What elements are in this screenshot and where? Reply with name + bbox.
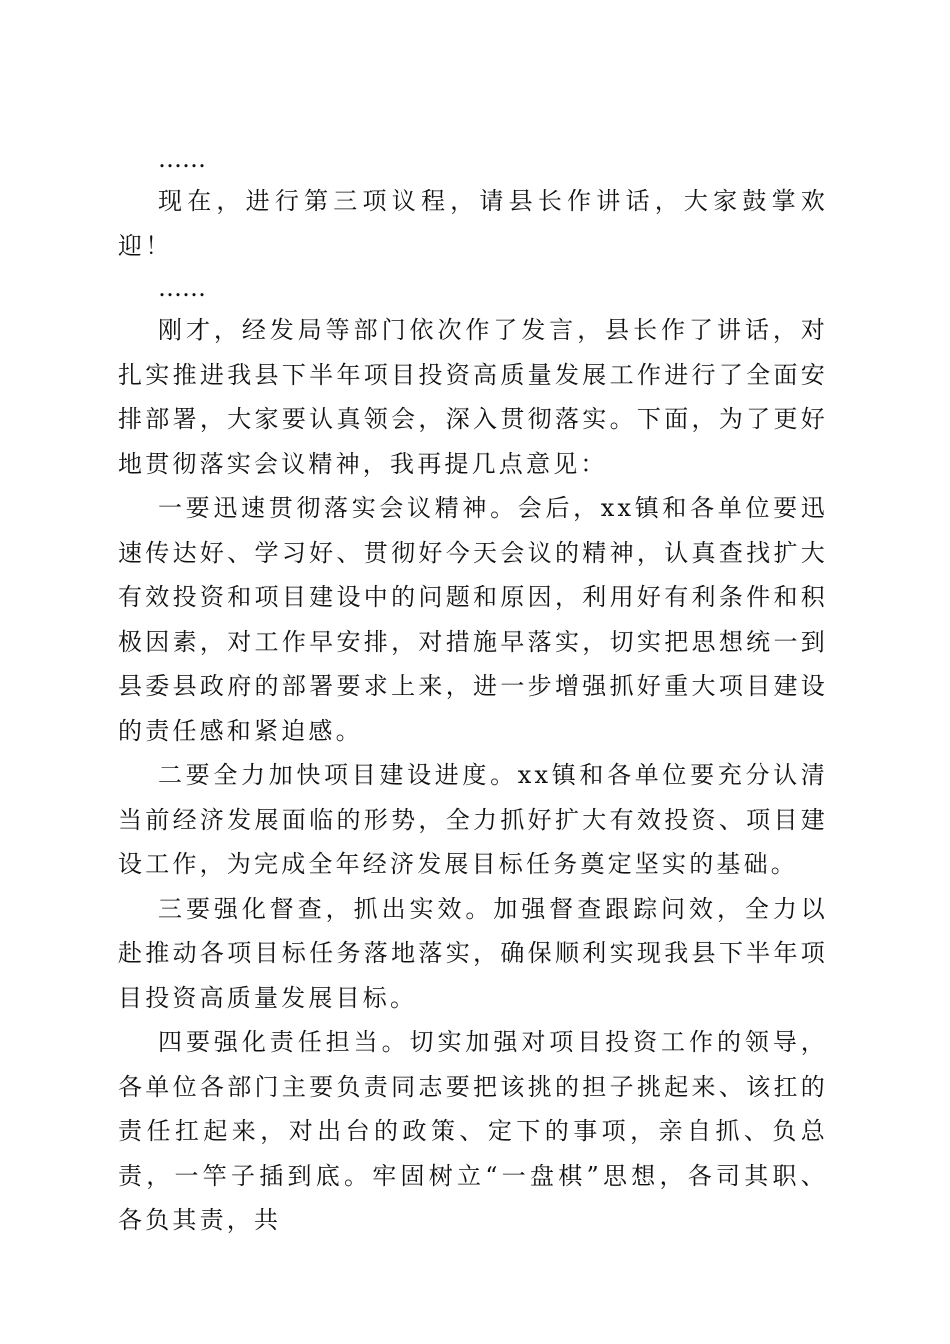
paragraph-point-one: 一要迅速贯彻落实会议精神。会后，xx镇和各单位要迅速传达好、学习好、贯彻好今天会议的精神，认真查找扩大有效投资和项目建设中的问题和原因，利用好有利条件和积极因素，对工作早安排，对措施早落实，切实把思想统一到县委县政府的部署要求上来，进一步增强抓好重大项目建设的责任感和紧迫感。 (118, 494, 828, 745)
paragraph-point-two: 二要全力加快项目建设进度。xx镇和各单位要充分认清当前经济发展面临的形势，全力抓好扩大有效投资、项目建设工作，为完成全年经济发展目标任务奠定坚实的基础。 (118, 761, 828, 878)
paragraph-point-three: 三要强化督查，抓出实效。加强督查跟踪问效，全力以赴推动各项目标任务落地落实，确保顺利实现我县下半年项目投资高质量发展目标。 (118, 894, 828, 1012)
paragraph-point-four: 四要强化责任担当。切实加强对项目投资工作的领导，各单位各部门主要负责同志要把该挑的担子挑起来、该扛的责任扛起来，对出台的政策、定下的事项，亲自抓、负总责，一竿子插到底。牢固树立“一盘棋”思想，各司其职、各负其责，共 (118, 1028, 828, 1234)
ellipsis-line: …… (158, 145, 206, 173)
ellipsis-line: …… (158, 274, 206, 302)
paragraph-agenda-item-three: 现在，进行第三项议程，请县长作讲话，大家鼓掌欢迎！ (118, 187, 828, 260)
paragraph-summary: 刚才，经发局等部门依次作了发言，县长作了讲话，对扎实推进我县下半年项目投资高质量发展工作进行了全面安排部署，大家要认真领会，深入贯彻落实。下面，为了更好地贯彻落实会议精神，我再提几点意见： (118, 316, 828, 478)
document-body (118, 139, 828, 1243)
